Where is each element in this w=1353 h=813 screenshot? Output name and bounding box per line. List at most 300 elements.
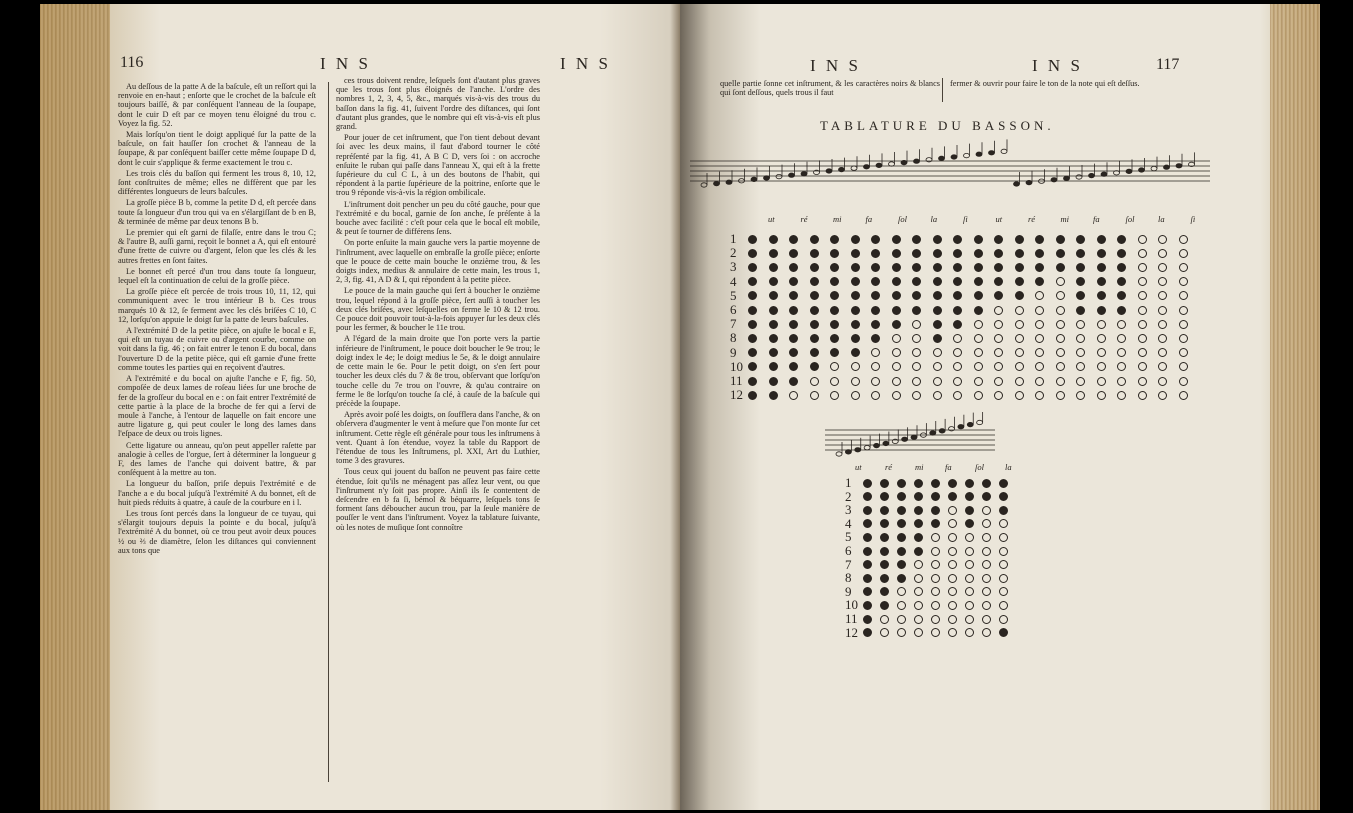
fingering-dot <box>912 348 921 357</box>
fingering-dot <box>1117 320 1126 329</box>
fingering-dot <box>933 277 942 286</box>
fingering-dot <box>974 249 983 258</box>
fingering-dot <box>897 587 906 596</box>
fingering-dot <box>994 306 1003 315</box>
fingering-dot <box>897 533 906 542</box>
hole-number: 8 <box>730 330 737 346</box>
fingering-dot <box>1138 306 1147 315</box>
fingering-dot <box>912 320 921 329</box>
fingering-dot <box>1056 235 1065 244</box>
note-head <box>883 441 889 445</box>
left-text-column-1 <box>118 82 316 782</box>
fingering-dot <box>965 506 974 515</box>
fingering-dot <box>863 601 872 610</box>
fingering-dot <box>880 615 889 624</box>
note-head <box>1089 173 1095 177</box>
fingering-dot <box>789 320 798 329</box>
paragraph: L'inſtrument doit pencher un peu du côté gauche, pour que l'extrémité e du bocal, garnie de ſon anche, ſe préſente à la bouche avec facilité : c'eſt pour cela que le bocal eſt mobile, & peut ſe tourner de différens ſens. <box>336 199 540 237</box>
note-head <box>1014 182 1020 186</box>
fingering-dot <box>769 263 778 272</box>
fingering-dot <box>1056 391 1065 400</box>
fingering-dot <box>1056 320 1065 329</box>
fingering-dot <box>1117 377 1126 386</box>
fingering-dot <box>974 320 983 329</box>
fingering-dot <box>871 263 880 272</box>
hole-number: 10 <box>730 358 743 374</box>
note-name: ré <box>885 462 893 472</box>
note-name: fa <box>945 462 952 472</box>
fingering-dot <box>948 506 957 515</box>
page-number-right: 117 <box>1156 56 1180 73</box>
fingering-dot <box>948 628 957 637</box>
fingering-dot <box>1097 291 1106 300</box>
note-head <box>989 151 995 155</box>
fingering-dot <box>1015 377 1024 386</box>
fingering-dot <box>974 291 983 300</box>
fingering-dot <box>994 263 1003 272</box>
fingering-dot <box>1117 334 1126 343</box>
fingering-dot <box>912 291 921 300</box>
fingering-dot <box>871 377 880 386</box>
fingering-dot <box>1138 277 1147 286</box>
fingering-dot <box>1117 306 1126 315</box>
fingering-dot <box>789 334 798 343</box>
fingering-dot <box>982 628 991 637</box>
fingering-dot <box>1015 348 1024 357</box>
fingering-dot <box>999 519 1008 528</box>
fingering-dot <box>965 492 974 501</box>
fingering-dot <box>769 334 778 343</box>
hole-number: 3 <box>845 502 852 518</box>
fingering-dot <box>892 263 901 272</box>
fingering-dot <box>1097 235 1106 244</box>
fingering-dot <box>982 547 991 556</box>
fingering-dot <box>851 348 860 357</box>
fingering-dot <box>830 235 839 244</box>
fingering-dot <box>1138 263 1147 272</box>
fingering-dot <box>892 291 901 300</box>
fingering-dot <box>789 263 798 272</box>
fingering-dot <box>1158 291 1167 300</box>
fingering-dot <box>880 492 889 501</box>
note-head <box>864 165 870 169</box>
fingering-dot <box>982 601 991 610</box>
fingering-dot <box>999 560 1008 569</box>
hole-number: 12 <box>730 387 743 403</box>
note-names-row-1 <box>680 214 1220 226</box>
note-head <box>764 176 770 180</box>
fingering-dot <box>933 391 942 400</box>
fingering-dot <box>880 533 889 542</box>
fingering-dot <box>880 506 889 515</box>
fingering-dot <box>789 306 798 315</box>
fingering-dot <box>974 277 983 286</box>
hole-number: 2 <box>730 245 737 261</box>
note-head <box>789 173 795 177</box>
fingering-dot <box>897 492 906 501</box>
note-head <box>939 156 945 160</box>
note-head <box>911 435 917 439</box>
fingering-dot <box>999 574 1008 583</box>
fingering-dot <box>931 628 940 637</box>
fingering-dot <box>931 560 940 569</box>
fingering-dot <box>1117 291 1126 300</box>
note-head <box>1139 168 1145 172</box>
fingering-dot <box>933 362 942 371</box>
fingering-dot <box>769 362 778 371</box>
fingering-dot <box>1056 291 1065 300</box>
fingering-dot <box>1015 362 1024 371</box>
fingering-dot <box>851 391 860 400</box>
fingering-dot <box>830 362 839 371</box>
fingering-dot <box>994 334 1003 343</box>
note-head <box>851 166 857 170</box>
fingering-dot <box>897 519 906 528</box>
note-head <box>1064 176 1070 180</box>
fingering-dot <box>912 249 921 258</box>
fingering-dot <box>1179 277 1188 286</box>
fingering-dot <box>965 547 974 556</box>
fingering-dot <box>974 263 983 272</box>
fingering-dot <box>892 249 901 258</box>
tablature-title: TABLATURE DU BASSON. <box>820 118 1055 133</box>
fingering-dot <box>974 377 983 386</box>
fingering-dot <box>1097 391 1106 400</box>
fingering-dot <box>871 320 880 329</box>
fingering-dot <box>748 334 757 343</box>
fingering-dot <box>830 320 839 329</box>
fingering-dot <box>851 235 860 244</box>
fingering-dot <box>851 291 860 300</box>
fingering-dot <box>982 506 991 515</box>
left-page <box>40 4 680 810</box>
fingering-dot <box>931 574 940 583</box>
hole-number: 9 <box>730 344 737 360</box>
fingering-dot <box>871 249 880 258</box>
note-head <box>836 452 842 456</box>
note-head <box>967 422 973 426</box>
fingering-dot <box>789 277 798 286</box>
fingering-dot <box>982 587 991 596</box>
fingering-dot <box>1179 291 1188 300</box>
fingering-dot <box>880 587 889 596</box>
paragraph: La longueur du baſſon, priſe depuis l'extrémité e de l'anche a e du bocal juſqu'à l'extrémité A du bonnet, eſt de huit pieds réduits à quatre, à cauſe de la courbure en i l. <box>118 479 316 507</box>
hole-number: 5 <box>845 529 852 545</box>
fingering-dot <box>1015 306 1024 315</box>
fingering-dot <box>1138 291 1147 300</box>
fingering-dot <box>914 615 923 624</box>
fingering-dot <box>1015 277 1024 286</box>
fingering-dot <box>892 320 901 329</box>
fingering-dot <box>1015 391 1024 400</box>
fingering-dot <box>1138 377 1147 386</box>
fingering-dot <box>897 506 906 515</box>
fingering-dot <box>897 615 906 624</box>
hole-number: 2 <box>845 488 852 504</box>
note-head <box>751 177 757 181</box>
fingering-dot <box>948 601 957 610</box>
fingering-dot <box>1158 235 1167 244</box>
fingering-dot <box>933 306 942 315</box>
hole-number: 7 <box>730 316 737 332</box>
fingering-dot <box>912 391 921 400</box>
note-head <box>714 181 720 185</box>
fingering-dot <box>965 587 974 596</box>
fingering-dot <box>953 362 962 371</box>
fingering-dot <box>999 587 1008 596</box>
fingering-dot <box>871 277 880 286</box>
fingering-dot <box>965 601 974 610</box>
fingering-dot <box>953 334 962 343</box>
fingering-dot <box>1158 348 1167 357</box>
fingering-dot <box>994 377 1003 386</box>
fingering-dot <box>994 277 1003 286</box>
fingering-dot <box>1035 249 1044 258</box>
note-name: ſi <box>1190 214 1196 224</box>
fingering-dot <box>892 306 901 315</box>
fingering-dot <box>789 291 798 300</box>
note-head <box>801 172 807 176</box>
paragraph: Pour jouer de cet inſtrument, que l'on tient debout devant ſoi avec les deux mains, il faut d'abord tourner le côté repréſenté par la fig. 41, A B C D, vers ſoi : on accroche enſuite le ruban qui paſſe dans l'anneau X, qui eſt à la frette ſupérieure du cul C L, à un des boutons de l'habit, qui répondent à la partie ſupérieure de la poitrine, enſorte que le trou 9 réponde vis-à-vis la région ombilicale. <box>336 133 540 198</box>
fingering-dot <box>953 277 962 286</box>
note-head <box>776 174 782 178</box>
fingering-dot <box>982 615 991 624</box>
intro-right-para: fermer & ouvrir pour faire le ton de la note qui eſt deſſus. <box>950 79 1140 88</box>
note-head <box>874 443 880 447</box>
fingering-dot <box>748 235 757 244</box>
fingering-dot <box>914 506 923 515</box>
fingering-dot <box>982 560 991 569</box>
note-head <box>1051 178 1057 182</box>
fingering-dot <box>897 601 906 610</box>
fingering-dot <box>769 320 778 329</box>
fingering-dot <box>931 615 940 624</box>
fingering-dot <box>912 235 921 244</box>
fingering-dot <box>1158 277 1167 286</box>
fingering-dot <box>830 348 839 357</box>
fingering-dot <box>931 601 940 610</box>
fingering-dot <box>948 479 957 488</box>
fingering-dot <box>830 306 839 315</box>
fingering-dot <box>965 628 974 637</box>
paragraph: Les trous ſont percés dans la longueur de ce tuyau, qui s'élargit toujours depuis la pointe e du bocal, juſqu'à l'extrémité A du bonnet, où ce trou peut avoir deux pouces ½ ou ⅔ de diamètre, ſelon les diſtances qui conviennent aux tons que <box>118 508 316 555</box>
fingering-dot <box>1158 377 1167 386</box>
note-head <box>976 152 982 156</box>
fingering-dot <box>748 377 757 386</box>
fingering-grid-2 <box>845 476 1015 646</box>
fingering-dot <box>789 348 798 357</box>
fingering-dot <box>948 560 957 569</box>
fingering-dot <box>1158 334 1167 343</box>
fingering-dot <box>830 263 839 272</box>
running-head-right-1: I N S <box>810 56 861 75</box>
note-head <box>901 160 907 164</box>
paragraph: Le pouce de la main gauche qui ſert à boucher le onzième trou, lequel répond à la groſſe pièce, ſert auſſi à toucher les deux clés briſées, avec leſquelles on ferme le 10 & 12 trou. Ce pouce doit pouvoir tout-à-la-fois appuyer ſur les deux clés pour les fermer, & boucher le 11e trou. <box>336 286 540 333</box>
fingering-dot <box>871 362 880 371</box>
fingering-dot <box>863 506 872 515</box>
fingering-dot <box>789 249 798 258</box>
page-edge-left <box>40 4 110 810</box>
intro-text-right <box>950 79 1170 90</box>
paragraph: Mais lorſqu'on tient le doigt appliqué ſur la patte de la baſcule, on fait hauſſer ſon crochet & l'anneau de la ſoupape, & par conſéquent baiſſer cette même ſoupape D d, dont le cuir s'applique & ferme exactement le trou c. <box>118 130 316 167</box>
fingering-dot <box>914 601 923 610</box>
fingering-dot <box>789 391 798 400</box>
fingering-dot <box>933 249 942 258</box>
fingering-dot <box>897 628 906 637</box>
note-head <box>964 153 970 157</box>
fingering-dot <box>863 628 872 637</box>
fingering-dot <box>1056 249 1065 258</box>
hole-number: 1 <box>845 475 852 490</box>
paragraph: Le premier qui eſt garni de filaſſe, entre dans le trou C; & l'autre B, auſſi garni, reçoit le bonnet a A, qui eſt entouré d'une frette de cuivre ou d'argent, ſelon que les clés & les autres frettes en ſont faites. <box>118 228 316 265</box>
fingering-dot <box>931 519 940 528</box>
fingering-dot <box>810 348 819 357</box>
fingering-dot <box>933 291 942 300</box>
fingering-dot <box>953 391 962 400</box>
fingering-dot <box>748 249 757 258</box>
fingering-dot <box>953 249 962 258</box>
fingering-dot <box>1097 277 1106 286</box>
note-head <box>1164 165 1170 169</box>
fingering-dot <box>810 263 819 272</box>
fingering-dot <box>974 391 983 400</box>
fingering-dot <box>965 615 974 624</box>
fingering-dot <box>1097 377 1106 386</box>
fingering-dot <box>897 479 906 488</box>
fingering-dot <box>871 391 880 400</box>
note-head <box>1176 164 1182 168</box>
fingering-dot <box>871 291 880 300</box>
fingering-dot <box>1138 348 1147 357</box>
fingering-dot <box>851 249 860 258</box>
note-head <box>914 159 920 163</box>
fingering-dot <box>1076 306 1085 315</box>
fingering-dot <box>1015 249 1024 258</box>
fingering-dot <box>912 277 921 286</box>
note-head <box>939 429 945 433</box>
fingering-dot <box>1076 320 1085 329</box>
fingering-dot <box>769 348 778 357</box>
fingering-dot <box>880 479 889 488</box>
fingering-dot <box>892 348 901 357</box>
fingering-dot <box>1015 291 1024 300</box>
fingering-dot <box>914 574 923 583</box>
fingering-dot <box>1076 362 1085 371</box>
fingering-dot <box>789 362 798 371</box>
fingering-dot <box>948 547 957 556</box>
note-name: ré <box>800 214 808 224</box>
fingering-dot <box>999 547 1008 556</box>
fingering-dot <box>1076 334 1085 343</box>
hole-number: 12 <box>845 624 858 640</box>
paragraph: On porte enſuite la main gauche vers la partie moyenne de l'inſtrument, avec laquelle on embraſſe la groſſe pièce; enſorte que le pouce de cette main bouche le onzième trou, & les doigts index, medius & annulaire de cette main, les trous 1, 2, 3, fig. 41, A D & I, qui répondent à la petite pièce. <box>336 238 540 285</box>
fingering-dot <box>931 533 940 542</box>
fingering-dot <box>748 277 757 286</box>
fingering-dot <box>863 547 872 556</box>
fingering-dot <box>914 519 923 528</box>
fingering-dot <box>1117 391 1126 400</box>
fingering-dot <box>1035 362 1044 371</box>
fingering-dot <box>892 377 901 386</box>
fingering-dot <box>1035 277 1044 286</box>
fingering-dot <box>880 601 889 610</box>
hole-number: 5 <box>730 287 737 303</box>
fingering-dot <box>1138 320 1147 329</box>
fingering-dot <box>1158 306 1167 315</box>
fingering-dot <box>1056 306 1065 315</box>
fingering-dot <box>810 391 819 400</box>
fingering-dot <box>982 492 991 501</box>
fingering-dot <box>1076 277 1085 286</box>
note-head <box>930 431 936 435</box>
fingering-dot <box>994 235 1003 244</box>
fingering-dot <box>830 277 839 286</box>
fingering-dot <box>914 560 923 569</box>
fingering-dot <box>953 263 962 272</box>
fingering-dot <box>933 235 942 244</box>
fingering-dot <box>880 574 889 583</box>
note-name: mi <box>1060 214 1069 224</box>
fingering-dot <box>974 235 983 244</box>
fingering-dot <box>931 547 940 556</box>
note-name: ut <box>995 214 1003 224</box>
running-head-right-2: I N S <box>1032 56 1083 75</box>
note-name: fa <box>1093 214 1100 224</box>
fingering-dot <box>897 547 906 556</box>
fingering-dot <box>933 348 942 357</box>
right-page <box>680 4 1320 810</box>
note-name: la <box>1005 462 1012 472</box>
fingering-dot <box>830 249 839 258</box>
fingering-dot <box>1158 362 1167 371</box>
note-head <box>876 163 882 167</box>
fingering-dot <box>994 320 1003 329</box>
fingering-dot <box>914 492 923 501</box>
intro-text-left <box>720 79 940 99</box>
fingering-dot <box>1076 348 1085 357</box>
fingering-dot <box>1138 391 1147 400</box>
fingering-dot <box>999 506 1008 515</box>
note-head <box>1151 166 1157 170</box>
fingering-dot <box>863 615 872 624</box>
fingering-dot <box>982 519 991 528</box>
fingering-dot <box>1179 391 1188 400</box>
fingering-dot <box>1097 249 1106 258</box>
music-staff-2 <box>820 412 1010 462</box>
fingering-dot <box>1179 348 1188 357</box>
fingering-dot <box>1035 306 1044 315</box>
fingering-dot <box>769 249 778 258</box>
fingering-dot <box>933 320 942 329</box>
fingering-dot <box>1035 263 1044 272</box>
fingering-dot <box>948 615 957 624</box>
note-head <box>977 420 983 424</box>
page-number-left: 116 <box>120 54 144 71</box>
fingering-dot <box>810 249 819 258</box>
fingering-dot <box>1097 362 1106 371</box>
fingering-dot <box>1138 362 1147 371</box>
fingering-dot <box>1117 362 1126 371</box>
fingering-dot <box>851 377 860 386</box>
fingering-dot <box>748 348 757 357</box>
note-name: ré <box>1028 214 1036 224</box>
fingering-dot <box>1076 291 1085 300</box>
fingering-dot <box>1138 334 1147 343</box>
fingering-dot <box>830 291 839 300</box>
fingering-dot <box>1015 263 1024 272</box>
fingering-dot <box>1097 306 1106 315</box>
fingering-dot <box>974 334 983 343</box>
